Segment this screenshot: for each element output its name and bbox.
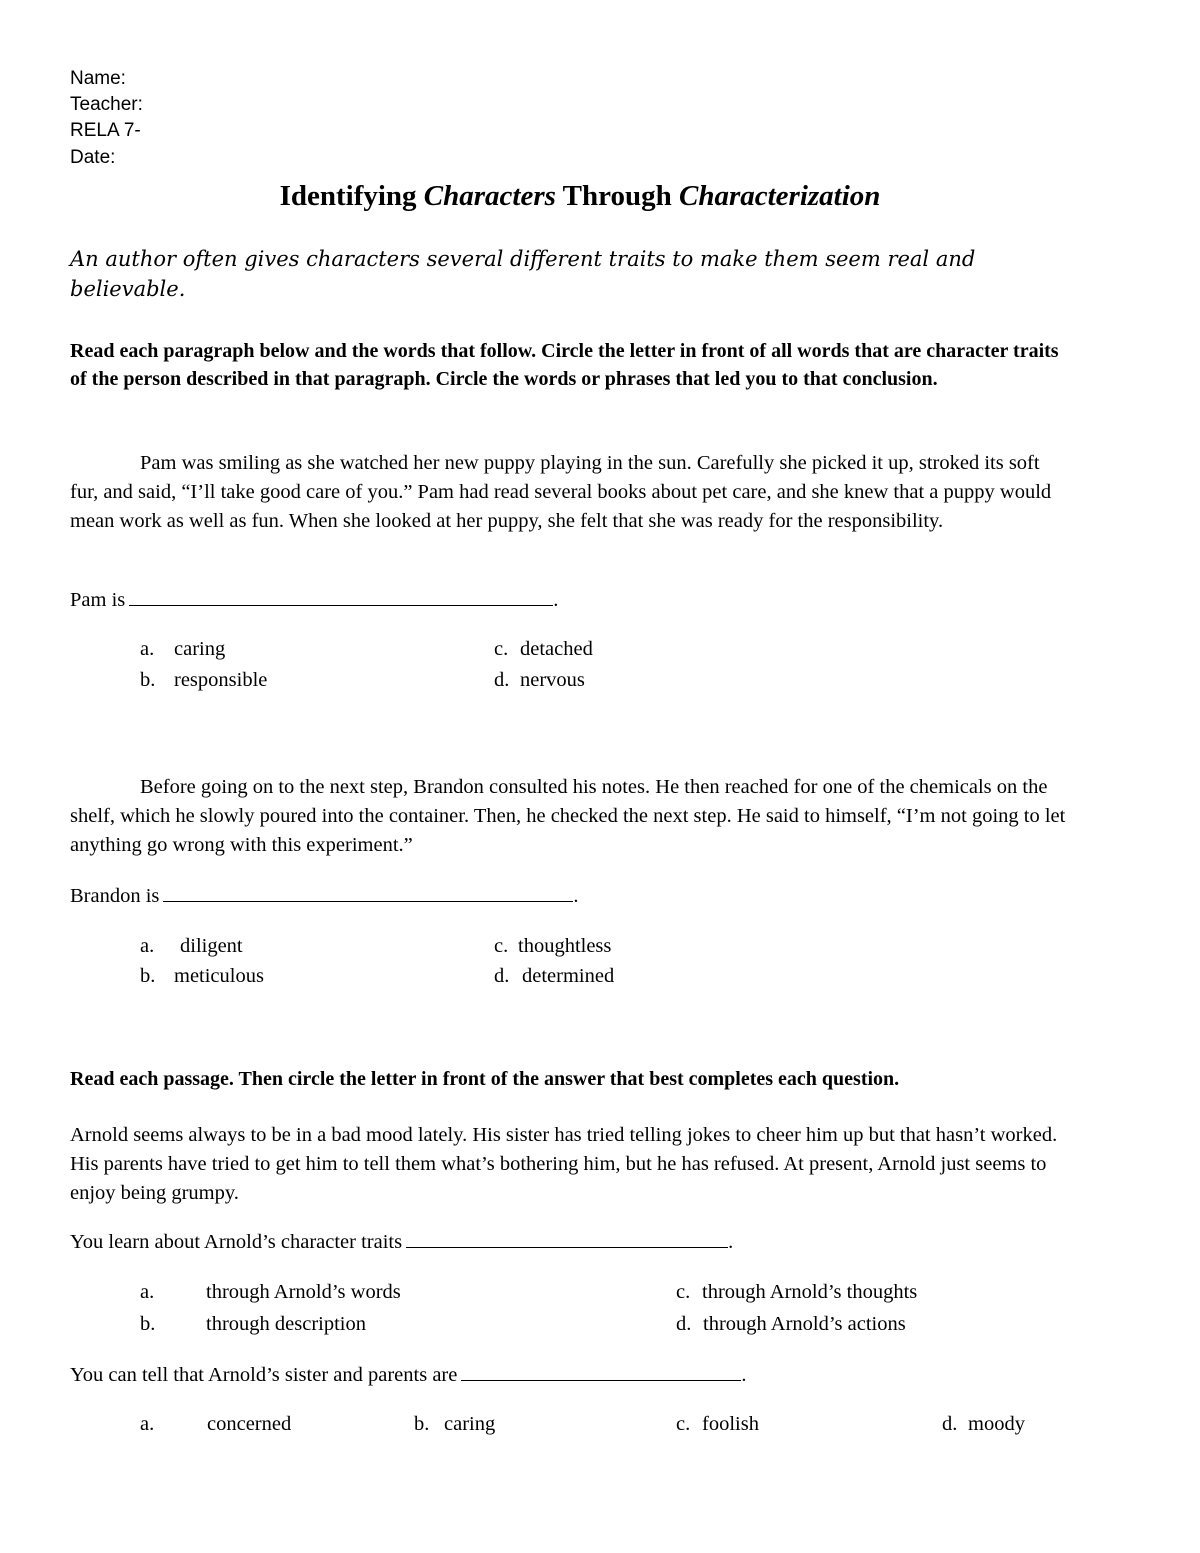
arnold-q1-row: [70, 1227, 733, 1257]
option-text: through description: [206, 1313, 366, 1335]
option-letter: c.: [676, 1281, 691, 1303]
option-letter: c.: [494, 638, 509, 660]
option-text: caring: [174, 638, 226, 660]
option-letter: b.: [140, 669, 156, 691]
arnold-q2-blank[interactable]: [461, 1360, 741, 1381]
arnold-q1-prompt: You learn about Arnold’s character traits: [70, 1231, 403, 1253]
arnold-q2-row: [70, 1360, 746, 1390]
option-letter: a.: [140, 1281, 155, 1303]
pam-option-a[interactable]: [140, 635, 225, 664]
option-text: through Arnold’s words: [206, 1281, 401, 1303]
brandon-option-d[interactable]: [494, 962, 614, 991]
option-letter: a.: [140, 638, 155, 660]
brandon-answer-blank[interactable]: [163, 881, 573, 902]
brandon-paragraph-text: Before going on to the next step, Brandon consulted his notes. He then reached for one of the chemicals on the shelf, which he slowly poured into the container. Then, he checked the next step. He said to himself, “I’m not going to let anything go wrong with this experiment.”: [70, 776, 1066, 856]
arnold-q1-option-c[interactable]: [676, 1278, 917, 1307]
title-part-2: Characters: [423, 180, 556, 212]
arnold-q1-end: .: [728, 1231, 734, 1253]
option-text: foolish: [702, 1413, 759, 1435]
arnold-q2-option-c[interactable]: [676, 1410, 759, 1439]
brandon-option-b[interactable]: [140, 962, 264, 991]
pam-option-d[interactable]: [494, 666, 585, 695]
brandon-prompt: Brandon is: [70, 885, 160, 907]
option-text: caring: [444, 1413, 496, 1435]
pam-prompt-end: .: [553, 589, 559, 611]
option-text: determined: [522, 965, 615, 987]
option-text: detached: [520, 638, 593, 660]
pam-paragraph: [70, 449, 1070, 536]
title-part-3: Through: [555, 180, 679, 212]
arnold-q2-prompt: You can tell that Arnold’s sister and parents are: [70, 1364, 458, 1386]
pam-prompt: Pam is: [70, 589, 126, 611]
arnold-q2-option-b[interactable]: [414, 1410, 495, 1439]
option-letter: a.: [140, 935, 155, 957]
title-part-4: Characterization: [679, 180, 881, 212]
option-text: diligent: [180, 935, 243, 957]
pam-option-c[interactable]: [494, 635, 593, 664]
teacher-label: Teacher:: [70, 94, 143, 115]
class-label: RELA 7-: [70, 120, 141, 141]
section1-instructions: Read each paragraph below and the words that follow. Circle the letter in front of all words that are character traits of the person described in that paragraph. Circle the words or phrases that led you to that conclusion.: [70, 340, 1059, 390]
arnold-q2-option-d[interactable]: [942, 1410, 1025, 1439]
option-letter: d.: [676, 1313, 692, 1335]
date-label: Date:: [70, 147, 116, 168]
arnold-q1-option-b[interactable]: [140, 1310, 366, 1339]
option-text: nervous: [520, 669, 585, 691]
option-letter: b.: [414, 1413, 430, 1435]
arnold-q1-option-d[interactable]: [676, 1310, 906, 1339]
option-letter: d.: [942, 1413, 958, 1435]
brandon-paragraph: [70, 773, 1070, 860]
pam-answer-row: [70, 585, 558, 615]
brandon-prompt-end: .: [573, 885, 579, 907]
arnold-q1-blank[interactable]: [406, 1227, 728, 1248]
brandon-answer-row: [70, 881, 579, 911]
option-text: thoughtless: [518, 935, 612, 957]
option-letter: b.: [140, 1313, 156, 1335]
section2-instructions: Read each passage. Then circle the letter in front of the answer that best completes each question.: [70, 1068, 900, 1090]
pam-paragraph-text: Pam was smiling as she watched her new puppy playing in the sun. Carefully she picked it up, stroked its soft fur, and said, “I’ll take good care of you.” Pam had read several books about pet care, and she knew that a puppy would mean work as well as fun. When she looked at her puppy, she felt that she was ready for the responsibility.: [70, 452, 1052, 532]
arnold-q2-end: .: [741, 1364, 747, 1386]
option-text: concerned: [207, 1413, 292, 1435]
intro-text: An author often gives characters several different traits to make them seem real and believable.: [70, 247, 976, 301]
page-title: [0, 176, 1160, 216]
brandon-option-c[interactable]: [494, 932, 611, 961]
pam-answer-blank[interactable]: [129, 585, 553, 606]
option-text: responsible: [174, 669, 268, 691]
option-text: moody: [968, 1413, 1025, 1435]
option-text: meticulous: [174, 965, 264, 987]
option-text: through Arnold’s actions: [703, 1313, 906, 1335]
option-letter: c.: [494, 935, 509, 957]
arnold-q2-option-a[interactable]: [140, 1410, 291, 1439]
name-label: Name:: [70, 68, 126, 89]
option-letter: a.: [140, 1413, 155, 1435]
option-letter: d.: [494, 669, 510, 691]
option-text: through Arnold’s thoughts: [702, 1281, 918, 1303]
option-letter: d.: [494, 965, 510, 987]
title-part-1: Identifying: [279, 180, 424, 212]
option-letter: c.: [676, 1413, 691, 1435]
arnold-passage: Arnold seems always to be in a bad mood lately. His sister has tried telling jokes to cheer him up but that hasn’t worked. His parents have tried to get him to tell them what’s bothering him, but he has refused. At present, Arnold just seems to enjoy being grumpy.: [70, 1124, 1058, 1204]
pam-option-b[interactable]: [140, 666, 267, 695]
arnold-q1-option-a[interactable]: [140, 1278, 401, 1307]
option-letter: b.: [140, 965, 156, 987]
brandon-option-a[interactable]: [140, 932, 243, 961]
